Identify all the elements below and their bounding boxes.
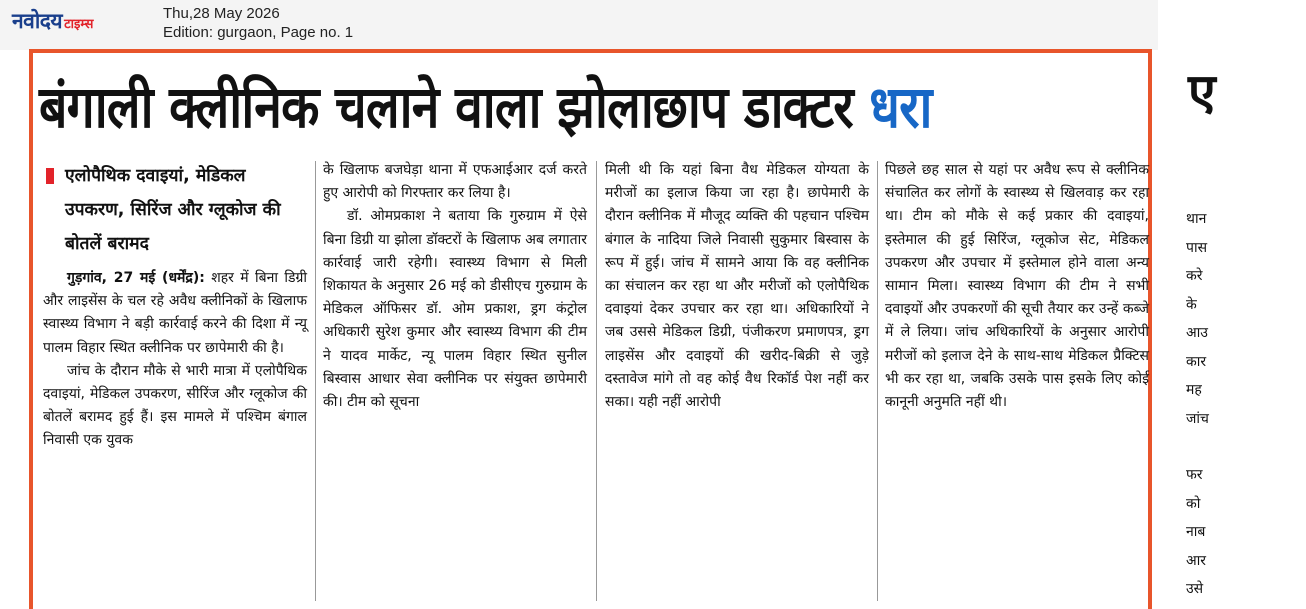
paragraph-text: शहर में बिना डिग्री और लाइसेंस के चल रहे अवैध क्लीनिकों के खिलाफ स्वास्थ्य विभाग ने बड़ी कार्रवाई करने की दिशा में न्यू पालम विहार स्थित क्लीनिक पर छापेमारी की है।	[43, 270, 307, 356]
text-line: आर	[1186, 552, 1207, 569]
text-line: जांच	[1186, 410, 1209, 427]
subheading-text: एलोपैथिक दवाइयां, मेडिकल उपकरण, सिरिंज और ग्लूकोज की बोतलें बरामद	[65, 166, 281, 254]
text-line: आउ	[1186, 325, 1208, 341]
text-line: को	[1186, 495, 1201, 512]
article-column-2	[323, 159, 587, 604]
edition-page: Edition: gurgaon, Page no. 1	[163, 24, 354, 41]
news-article[interactable]	[29, 49, 1152, 609]
paragraph: मिली थी कि यहां बिना वैध मेडिकल योग्यता के मरीजों का इलाज किया जा रहा है। छापेमारी के दौरान क्लीनिक में मौजूद व्यक्ति की पहचान पश्चिम बंगाल के नादिया जिले निवासी सुकुमार बिस्वास के रूप में हुई। जांच में सामने आया कि वह क्लीनिक का संचालन कर रहा था और मरीजों को एलोपैथिक दवाइयां देकर उपचार कर रहा था। अधिकारियों ने जब उससे मेडिकल डिग्री, पंजीकरण प्रमाणपत्र, ड्रग लाइसेंस और दवाइयों की खरीद-बिक्री से जुड़े दस्तावेज मांगे तो वह कोई वैध रिकॉर्ड पेश नहीं कर सका। यही नहीं आरोपी	[605, 162, 869, 411]
article-subheading	[43, 159, 307, 261]
text-line: फर	[1186, 467, 1203, 483]
article-column-1	[43, 159, 307, 609]
edition-meta	[163, 4, 353, 42]
text-line: करे	[1186, 268, 1203, 284]
article-headline	[39, 61, 994, 153]
text-line: मह	[1186, 382, 1202, 398]
paragraph-gap	[1186, 433, 1306, 461]
text-line: के	[1186, 296, 1197, 313]
next-article-fragment[interactable]	[1158, 0, 1216, 597]
text-line: नाब	[1186, 524, 1206, 540]
paragraph: पिछले छह साल से यहां पर अवैध रूप से क्लीनिक संचालित कर लोगों के स्वास्थ्य से खिलवाड़ कर रहा था। टीम को मौके से कई प्रकार की दवाइयां, इस्तेमाल की हुई सिरिंज, ग्लूकोज सेट, मेडिकल उपकरण और उपचार में इस्तेमाल होने वाला अन्य सामान मिला। स्वास्थ्य विभाग की टीम ने सभी दवाइयों और उपकरणों की सूची तैयार कर उन्हें कब्जे में ले लिया। जांच अधिकारियों के अनुसार आरोपी मरीजों को इलाज देने के साथ-साथ मेडिकल प्रैक्टिस भी कर रहा था, जबकि उसके पास इसके लिए कोई कानूनी अनुमति नहीं थी।	[885, 162, 1149, 411]
article-column-3	[605, 159, 869, 604]
logo-main-text: नवोदय	[12, 9, 63, 33]
newspaper-logo[interactable]	[12, 8, 93, 34]
headline-highlight: धरा	[869, 73, 932, 141]
column-divider	[596, 161, 597, 601]
edition-date: Thu,28 May 2026	[163, 5, 280, 22]
paragraph: डॉ. ओमप्रकाश ने बताया कि गुरुग्राम में ऐसे बिना डिग्री या झोला डॉक्टरों के खिलाफ अब लगातार कार्रवाई जारी रहेगी। स्वास्थ्य विभाग से मिली शिकायत के अनुसार 26 मई को डीसीएच गुरुग्राम के मेडिकल ऑफिसर डॉ. ओम प्रकाश, ड्रग कंट्रोल अधिकारी सुरेश कुमार और स्वास्थ्य विभाग की टीम ने यादव मार्केट, न्यू पालम विहार स्थित सुनील बिस्वास आधार सेवा क्लीनिक पर संयुक्त छापेमारी की। टीम को सूचना	[323, 208, 587, 411]
column-divider	[877, 161, 878, 601]
logo-sub-text: टाइम्स	[64, 17, 94, 32]
text-line: पास	[1186, 239, 1208, 256]
text-line: कार	[1186, 353, 1207, 370]
paragraph: जांच के दौरान मौके से भारी मात्रा में एलोपैथिक दवाइयां, मेडिकल उपकरण, सीरिंज और ग्लूकोज की बोतलें बरामद हुई हैं। इस मामले में पश्चिम बंगाल निवासी एक युवक	[43, 362, 307, 449]
article-column-4	[885, 159, 1149, 604]
red-bullet-icon	[46, 168, 54, 184]
headline-main: बंगाली क्लीनिक चलाने वाला झोलाछाप डाक्टर	[39, 73, 853, 141]
text-line: उसे	[1186, 581, 1204, 597]
text-line: थान	[1186, 211, 1207, 227]
next-article-headline: ए	[1188, 63, 1216, 121]
header-bar	[0, 0, 1208, 50]
paragraph	[43, 267, 307, 360]
next-article-text	[1186, 205, 1306, 604]
dateline: गुड़गांव, 27 मई (धर्मेंद्र):	[67, 270, 205, 286]
paragraph: के खिलाफ बजघेड़ा थाना में एफआईआर दर्ज करते हुए आरोपी को गिरफ्तार कर लिया है।	[323, 162, 587, 202]
column-divider	[315, 161, 316, 601]
